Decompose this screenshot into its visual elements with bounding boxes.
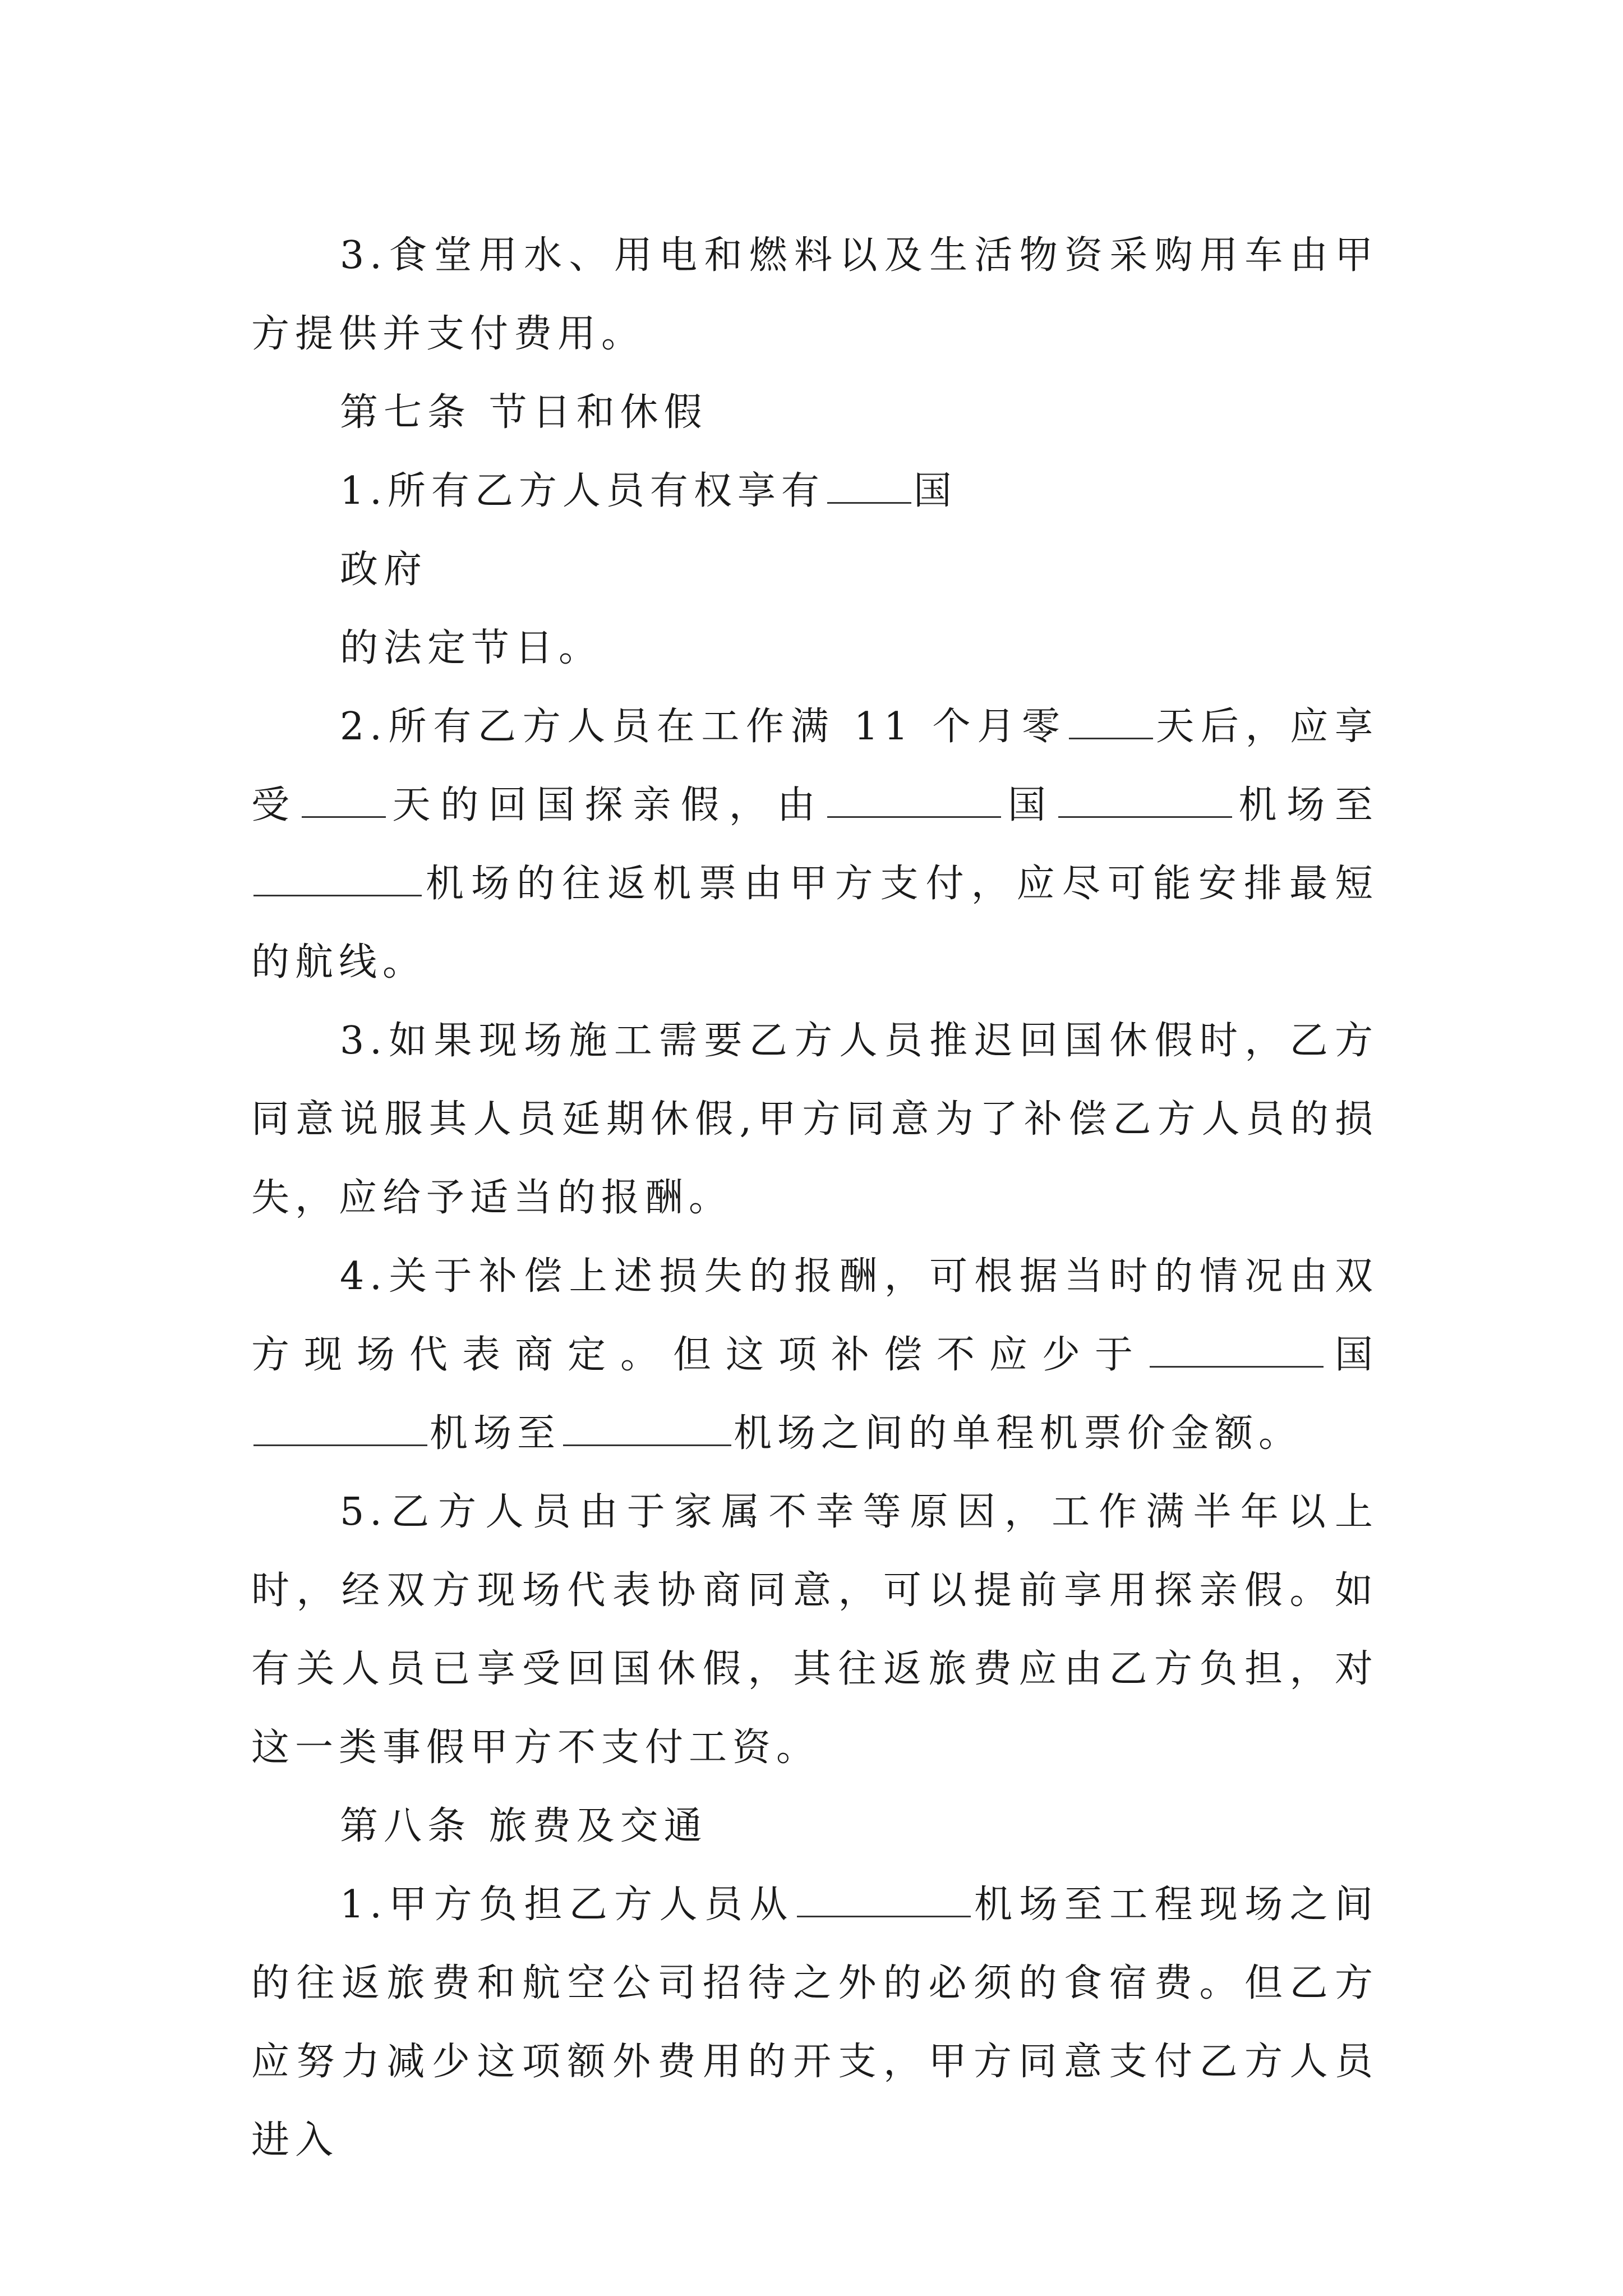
clause-text: 天的回国探亲假，由 (388, 783, 826, 827)
article-8-heading (251, 1787, 1378, 1866)
clause-8-item-1 (251, 1866, 1378, 2180)
clause-7-item-2 (251, 688, 1378, 1002)
clause-text: 1.甲方负担乙方人员从 (340, 1883, 795, 1927)
clause-7-item-1 (251, 452, 1378, 531)
clause-text: 国 (1325, 1333, 1378, 1377)
fill-in-blank (302, 771, 386, 818)
fill-in-blank (1069, 693, 1153, 739)
clause-text: 国 (1003, 783, 1056, 827)
fill-in-blank (253, 1400, 427, 1446)
clause-text: 政府 (340, 547, 428, 592)
clause-text: 国 (913, 469, 957, 513)
article-7-heading (251, 374, 1378, 452)
heading-text: 第八条 旅费及交通 (340, 1804, 708, 1848)
clause-text: 机场至 (430, 1411, 561, 1456)
fill-in-blank (797, 1871, 971, 1917)
clause-6-item-3 (251, 217, 1378, 374)
clause-text: 的法定节日。 (340, 626, 603, 670)
clause-text: 3.食堂用水、用电和燃料以及生活物资采购用车由甲方提供并支付费用。 (251, 233, 1378, 356)
clause-text: 天后，应享受 (251, 705, 1378, 827)
heading-text: 第七条 节日和休假 (340, 390, 708, 435)
fill-in-blank (1058, 771, 1232, 818)
clause-7-item-4 (251, 1237, 1378, 1473)
clause-text: 1.所有乙方人员有权享有 (340, 469, 825, 513)
clause-text: 4.关于补偿上述损失的报酬，可根据当时的情况由双方现场代表商定。但这项补偿不应少于 (251, 1254, 1378, 1377)
clause-text: 机场至工程现场之间的往返旅费和航空公司招待之外的必须的食宿费。但乙方应努力减少这项额外费用的开支，甲方同意支付乙方人员进入 (251, 1883, 1378, 2162)
clause-7-item-5 (251, 1473, 1378, 1787)
fill-in-blank (253, 850, 422, 896)
clause-text: 机场至 (1234, 783, 1378, 827)
clause-text: 5.乙方人员由于家属不幸等原因，工作满半年以上时，经双方现场代表协商同意，可以提前享用探亲假。如有关人员已享受回国休假，其往返旅费应由乙方负担，对这一类事假甲方不支付工资。 (251, 1490, 1378, 1770)
clause-7-item-3 (251, 1002, 1378, 1237)
clause-text: 2.所有乙方人员在工作满 11 个月零 (340, 705, 1067, 749)
fill-in-blank (563, 1400, 731, 1446)
fill-in-blank (827, 771, 1001, 818)
fill-in-blank (827, 457, 911, 504)
contract-text (251, 217, 1378, 2180)
fill-in-blank (1150, 1321, 1324, 1368)
clause-7-item-1-end (251, 609, 1378, 688)
clause-text: 机场的往返机票由甲方支付，应尽可能安排最短的航线。 (251, 862, 1378, 984)
clause-text: 机场之间的单程机票价金额。 (734, 1411, 1303, 1456)
clause-7-item-1-cont (251, 531, 1378, 609)
clause-text: 3.如果现场施工需要乙方人员推迟回国休假时，乙方同意说服其人员延期休假,甲方同意为了补偿乙方人员的损失，应给予适当的报酬。 (251, 1019, 1378, 1220)
